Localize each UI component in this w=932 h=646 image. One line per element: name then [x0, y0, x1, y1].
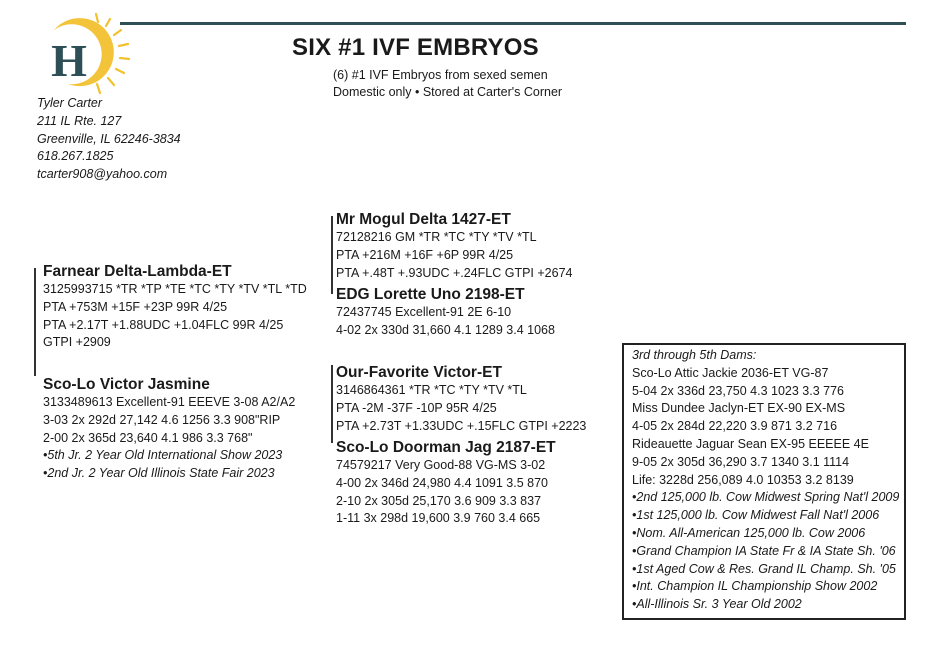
dams-box-line: 9-05 2x 305d 36,290 3.7 1340 3.1 1114 [632, 454, 850, 469]
dam-sire-name: Our-Favorite Victor-ET [336, 364, 502, 381]
sire-dam-block [336, 286, 555, 340]
pedigree-connector-dam [331, 365, 333, 443]
dam-sire-block [336, 364, 586, 435]
dams-box-honor: •Int. Champion IL Championship Show 2002 [632, 579, 878, 594]
sire-sire-line: PTA +216M +16F +6P 99R 4/25 [336, 247, 514, 262]
dams-box-line: Life: 3228d 256,089 4.0 10353 3.2 8139 [632, 472, 854, 487]
dams-box-line: Sco-Lo Attic Jackie 2036-ET VG-87 [632, 365, 829, 380]
contact-phone: 618.267.1825 [37, 149, 114, 164]
dams-box-line: Rideauette Jaguar Sean EX-95 EEEEE 4E [632, 436, 869, 451]
pedigree-connector-sire [331, 216, 333, 294]
sun-logo-icon [34, 10, 134, 102]
dams-box-content [632, 347, 899, 614]
subtitle-line: (6) #1 IVF Embryos from sexed semen [333, 68, 548, 82]
sire-dam-line: 4-02 2x 330d 31,660 4.1 1289 3.4 1068 [336, 322, 555, 337]
sire-block [43, 263, 307, 352]
sire-line: PTA +753M +15F +23P 99R 4/25 [43, 299, 228, 314]
dam-dam-line: 4-00 2x 346d 24,980 4.4 1091 3.5 870 [336, 475, 548, 490]
dam-honor: •5th Jr. 2 Year Old International Show 2023 [43, 448, 283, 463]
sire-sire-line: 72128216 GM *TR *TC *TY *TV *TL [336, 230, 537, 244]
contact-address-1: 211 IL Rte. 127 [37, 113, 122, 128]
dam-dam-block [336, 439, 556, 528]
subtitle-line: Domestic only • Stored at Carter's Corner [333, 84, 563, 99]
dams-box-honor: •1st Aged Cow & Res. Grand IL Champ. Sh. '05 [632, 561, 896, 576]
sire-sire-line: PTA +.48T +.93UDC +.24FLC GTPI +2674 [336, 265, 573, 280]
dams-box-line: 5-04 2x 336d 23,750 4.3 1023 3.3 776 [632, 383, 844, 398]
pedigree-connector-left [34, 268, 36, 376]
dam-line: 2-00 2x 365d 23,640 4.1 986 3.3 768" [43, 430, 253, 445]
dams-box-honor: •1st 125,000 lb. Cow Midwest Fall Nat'l 2006 [632, 508, 880, 523]
dam-line: 3133489613 Excellent-91 EEEVE 3-08 A2/A2 [43, 395, 296, 409]
logo [34, 10, 134, 102]
dam-dam-line: 2-10 2x 305d 25,170 3.6 909 3.3 837 [336, 493, 542, 508]
sire-line: PTA +2.17T +1.88UDC +1.04FLC 99R 4/25 [43, 317, 284, 332]
sire-sire-name: Mr Mogul Delta 1427-ET [336, 211, 511, 228]
dams-box-honor: •Grand Champion IA State Fr & IA State Sh. '06 [632, 543, 896, 558]
sire-sire-block [336, 211, 572, 282]
dams-box-heading: 3rd through 5th Dams: [632, 348, 757, 362]
sire-line: 3125993715 *TR *TP *TE *TC *TY *TV *TL *TD [43, 282, 307, 296]
sire-dam-name: EDG Lorette Uno 2198-ET [336, 286, 525, 303]
dam-dam-line: 1-11 3x 298d 19,600 3.9 760 3.4 665 [336, 511, 541, 526]
contact-address-2: Greenville, IL 62246-3834 [37, 131, 181, 146]
dams-box-honor: •Nom. All-American 125,000 lb. Cow 2006 [632, 525, 866, 540]
subtitle [333, 67, 562, 100]
contact-block [37, 95, 181, 184]
dam-honor: •2nd Jr. 2 Year Old Illinois State Fair 2023 [43, 466, 275, 481]
dams-box-line: Miss Dundee Jaclyn-ET EX-90 EX-MS [632, 401, 846, 416]
logo-letter: H [51, 35, 87, 86]
dams-box-honor: •All-Illinois Sr. 3 Year Old 2002 [632, 597, 802, 612]
sire-dam-line: 72437745 Excellent-91 2E 6-10 [336, 305, 512, 319]
dam-sire-line: 3146864361 *TR *TC *TY *TV *TL [336, 383, 527, 397]
header-rule [120, 22, 906, 25]
dams-box-honor: •2nd 125,000 lb. Cow Midwest Spring Nat'l 2009 [632, 490, 900, 505]
contact-email: tcarter908@yahoo.com [37, 167, 168, 182]
sire-name: Farnear Delta-Lambda-ET [43, 263, 232, 280]
dam-line: 3-03 2x 292d 27,142 4.6 1256 3.3 908"RIP [43, 412, 281, 427]
dam-sire-line: PTA -2M -37F -10P 95R 4/25 [336, 400, 497, 415]
dam-sire-line: PTA +2.73T +1.33UDC +.15FLC GTPI +2223 [336, 418, 587, 433]
dam-name: Sco-Lo Victor Jasmine [43, 376, 210, 393]
sire-line: GTPI +2909 [43, 335, 111, 350]
page-title: SIX #1 IVF EMBRYOS [292, 34, 539, 61]
dam-dam-line: 74579217 Very Good-88 VG-MS 3-02 [336, 458, 546, 472]
dam-dam-name: Sco-Lo Doorman Jag 2187-ET [336, 439, 556, 456]
dam-block [43, 376, 295, 483]
dams-box-line: 4-05 2x 284d 22,220 3.9 871 3.2 716 [632, 419, 838, 434]
contact-name: Tyler Carter [37, 96, 103, 110]
